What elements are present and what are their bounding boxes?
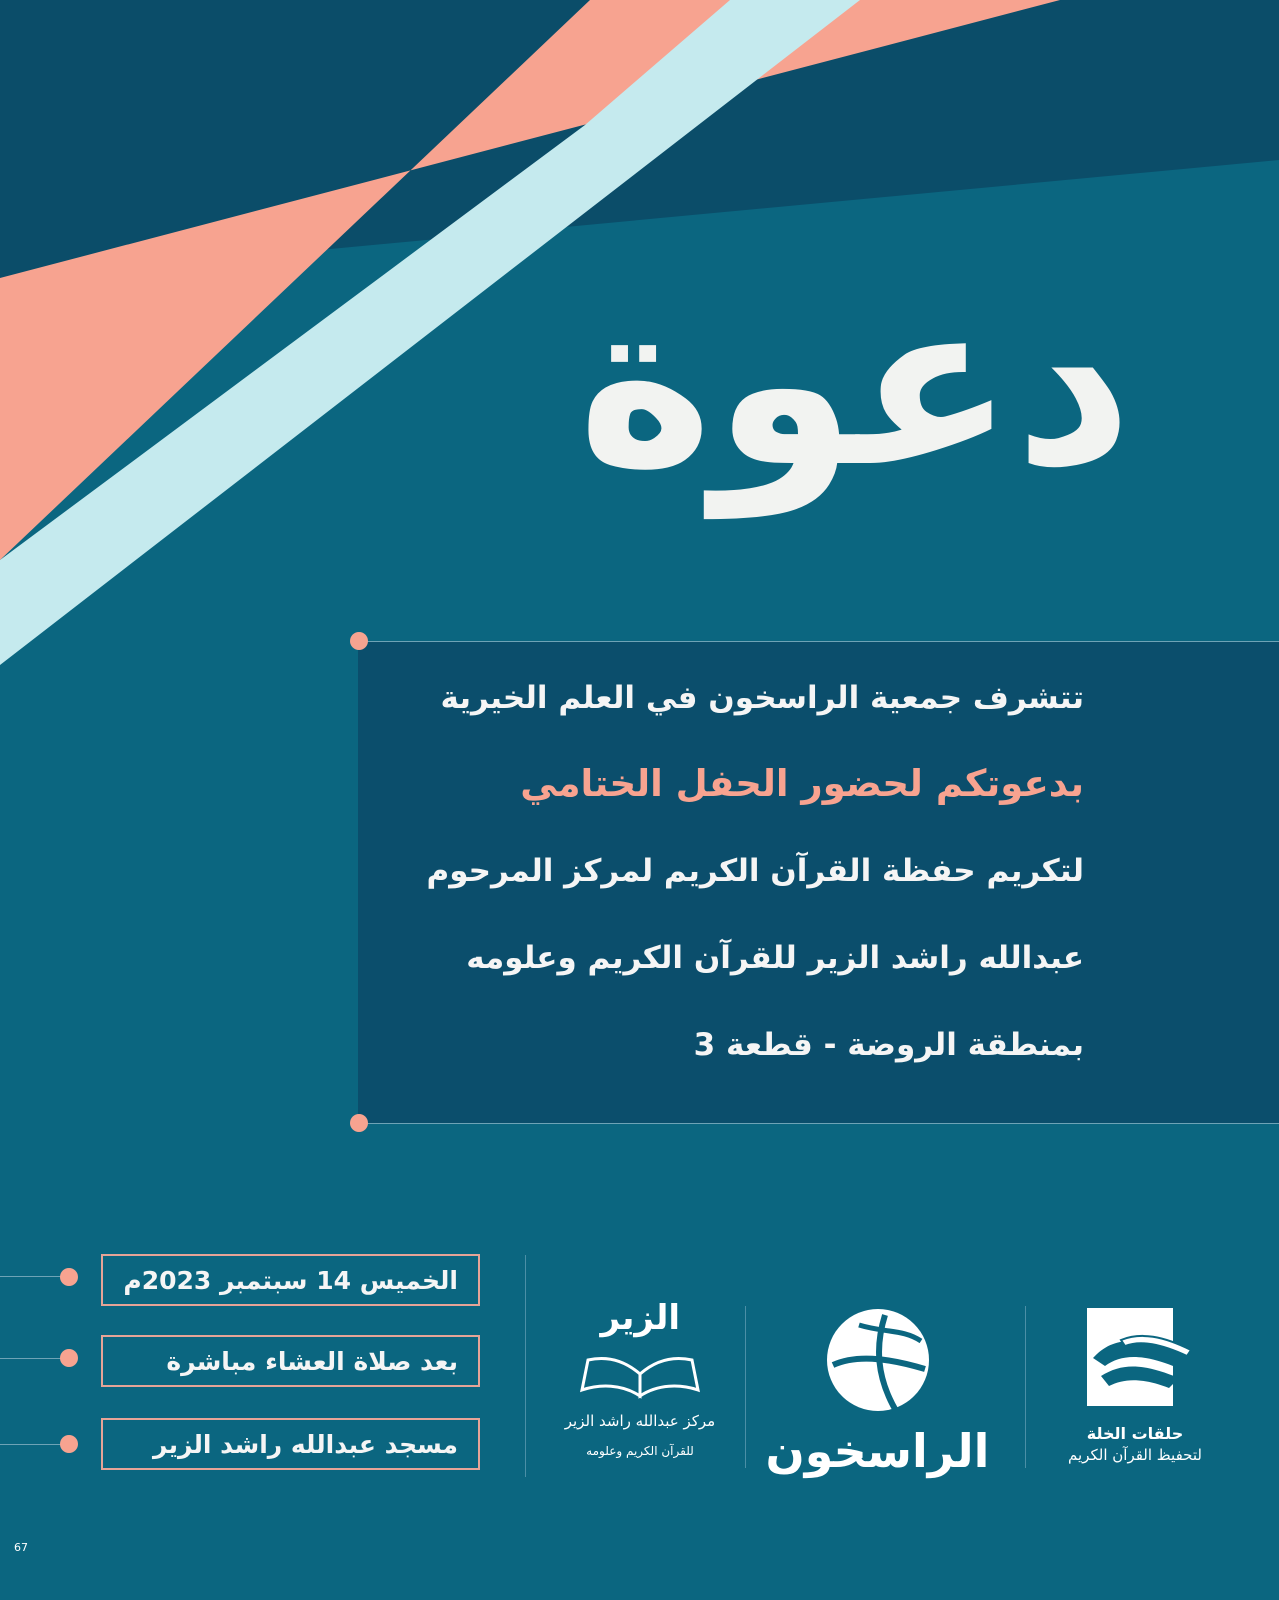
location-dot bbox=[60, 1435, 78, 1453]
time-text: بعد صلاة العشاء مباشرة bbox=[166, 1346, 458, 1376]
page-number: 67 bbox=[14, 1541, 28, 1554]
invitation-line-2: بدعوتكم لحضور الحفل الختامي bbox=[520, 762, 1084, 805]
alkhulla-logo-icon bbox=[1083, 1306, 1193, 1408]
rasikhoon-logo-icon bbox=[825, 1307, 931, 1413]
invitation-line-5: بمنطقة الروضة - قطعة 3 bbox=[693, 1027, 1084, 1063]
alkhulla-subtitle: لتحفيظ القرآن الكريم bbox=[1068, 1446, 1202, 1464]
date-dot bbox=[60, 1268, 78, 1286]
location-connector bbox=[0, 1444, 62, 1445]
time-box bbox=[101, 1335, 480, 1387]
logo-divider-3 bbox=[1025, 1306, 1026, 1468]
top-divider bbox=[358, 641, 1279, 642]
alzair-book-icon bbox=[578, 1340, 702, 1404]
invitation-title: دعوة bbox=[577, 251, 1133, 518]
alkhulla-name: حلقات الخلة bbox=[1086, 1424, 1184, 1443]
bottom-divider bbox=[358, 1123, 1279, 1124]
date-text: الخميس 14 سبتمبر 2023م bbox=[123, 1265, 458, 1295]
date-connector bbox=[0, 1276, 62, 1277]
time-connector bbox=[0, 1358, 62, 1359]
alzair-calligraphy-mark: الزير bbox=[600, 1298, 680, 1338]
alzair-name: مركز عبدالله راشد الزير bbox=[564, 1412, 716, 1430]
location-text: مسجد عبدالله راشد الزير bbox=[153, 1429, 458, 1459]
time-dot bbox=[60, 1349, 78, 1367]
invitation-line-1: تتشرف جمعية الراسخون في العلم الخيرية bbox=[440, 680, 1084, 716]
alzair-subtitle: للقرآن الكريم وعلومه bbox=[586, 1444, 694, 1458]
top-dot bbox=[350, 632, 368, 650]
location-box bbox=[101, 1418, 480, 1470]
bottom-dot bbox=[350, 1114, 368, 1132]
rasikhoon-name: الراسخون bbox=[765, 1424, 990, 1478]
invitation-line-4: عبدالله راشد الزير للقرآن الكريم وعلومه bbox=[466, 940, 1084, 976]
logo-divider-2 bbox=[745, 1306, 746, 1468]
invitation-line-3: لتكريم حفظة القرآن الكريم لمركز المرحوم bbox=[426, 853, 1084, 889]
logo-divider-1 bbox=[525, 1255, 526, 1477]
date-box bbox=[101, 1254, 480, 1306]
